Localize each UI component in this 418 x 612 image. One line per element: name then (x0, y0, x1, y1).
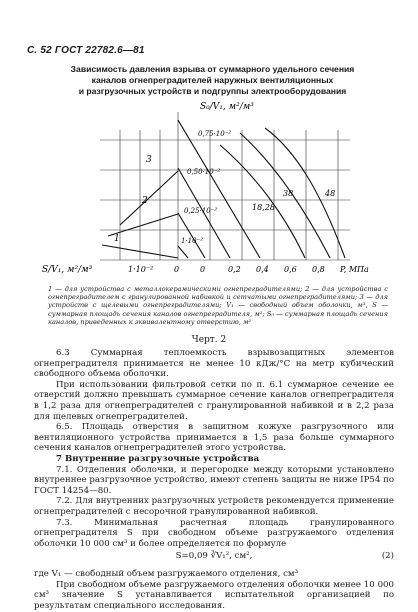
paragraph-7-3: 7.3. Минимальная расчетная площадь гранулированного огнепреградителя S при свободном объеме разгружаемого отделения оболочки 10 000 см³ и более определяется по формуле (34, 517, 394, 549)
x-tick-08: 0,8 (312, 265, 325, 274)
curve-010 (178, 246, 188, 258)
curve-18-28 (220, 145, 305, 258)
figure-title-line-1: Зависимость давления взрыва от суммарного удельного сечения (70, 64, 355, 74)
curve-2-left (108, 214, 178, 236)
figure-label: Черт. 2 (191, 335, 227, 345)
curve-label-38: 38 (283, 189, 294, 198)
formula-where: где V₁ — свободный объем разгружаемого отделения, см³ (34, 569, 299, 580)
section-7-heading: 7 Внутренние разгрузочные устройства (56, 453, 260, 464)
explosion-pressure-chart (0, 0, 418, 290)
x-tick-left-1: 1·10⁻² (128, 265, 154, 274)
y-tick-075: 0,75·10⁻² (198, 130, 232, 138)
curve-label-48: 48 (325, 189, 336, 198)
paragraph-7-1: 7.1. Отделения оболочки, и перегородке между которыми установлено внутреннее разгрузочное устройство, имеют степень защиты не ниже IP54 по ГОСТ 14254—80. (34, 464, 394, 496)
y-axis-label: S₀/V₁, м²/м³ (200, 102, 254, 112)
x-axis-label-left: S/V₁, м²/м³ (42, 265, 93, 275)
curve-label-3: 3 (146, 155, 152, 165)
formula-2 (34, 551, 394, 567)
paragraph-6-3: 6.3 Суммарная теплоемкость взрывозащитных элементов огнепреградителя принимается не менее 10 кДж/°С на метр кубический свободного объема оболочки. (34, 348, 394, 380)
y-tick-050: 0,50·10⁻² (187, 168, 221, 176)
curve-label-18-28: 18,28 (252, 203, 275, 212)
figure-caption: 1 — для устройства с металлокерамическими огнепреградителями; 2 — для устройства с огнепреградителем с гранулированной набивкой и сетчатыми огнепреградителями; 3 — для устройств с щелевыми огнепреградителями; V₁ — свободный объем оболочки, м³, S — суммарная площадь сечения каналов огнепреградителя, м²; S₀ — суммарная площадь сечения каналов, приведенных к эквивалентному отверстию, м² (48, 285, 388, 326)
paragraph-7-2: 7.2. Для внутренних разгрузочных устройств рекомендуется применение огнепреградителей с несорочной гранулированной набивкой. (34, 496, 394, 517)
formula-text: S=0,09 ∛V₁², см², (175, 551, 253, 562)
y-tick-010: 1·10⁻² (181, 237, 204, 245)
x-axis-label-right: P, МПа (340, 265, 369, 274)
figure-title-line-2: каналов огнепреградителей наружных вентиляционных (91, 75, 334, 85)
curve-label-1: 1 (114, 234, 120, 244)
curve-label-2: 2 (142, 196, 148, 206)
formula-number: (2) (381, 551, 394, 562)
paragraph-7-3b: При свободном объеме разгружаемого отделения оболочки менее 10 000 см³ значение S устанавливается испытательной организацией по результатам специального исследования. (34, 579, 394, 612)
document-body (34, 348, 394, 612)
x-tick-06: 0,6 (284, 265, 297, 274)
x-tick-04: 0,4 (256, 265, 269, 274)
paragraph-6-3b: При использовании фильтровой сетки по п. 6.1 суммарное сечение ее отверстий должно превышать суммарное сечение каналов огнепреградителя в 1,2 раза для огнепреградителей с гранулированной набивкой и в 2,2 раза для щелевых огнепреградителей. (34, 379, 394, 422)
y-tick-025: 0,25·10⁻² (184, 207, 218, 215)
x-tick-02: 0,2 (228, 265, 241, 274)
x-tick-left-0: 0 (174, 265, 180, 274)
figure-title-line-3: и разгрузочных устройств и подгруппы электрооборудования (78, 86, 347, 96)
page-header: С. 52 ГОСТ 22782.6—81 (27, 45, 145, 56)
paragraph-6-5: 6.5. Площадь отверстия в защитном кожухе разгрузочного или вентиляционного устройства принимается в 1,5 раза больше суммарного сечения каналов огнепреградителей этого устройства. (34, 422, 394, 454)
x-tick-0: 0 (200, 265, 206, 274)
